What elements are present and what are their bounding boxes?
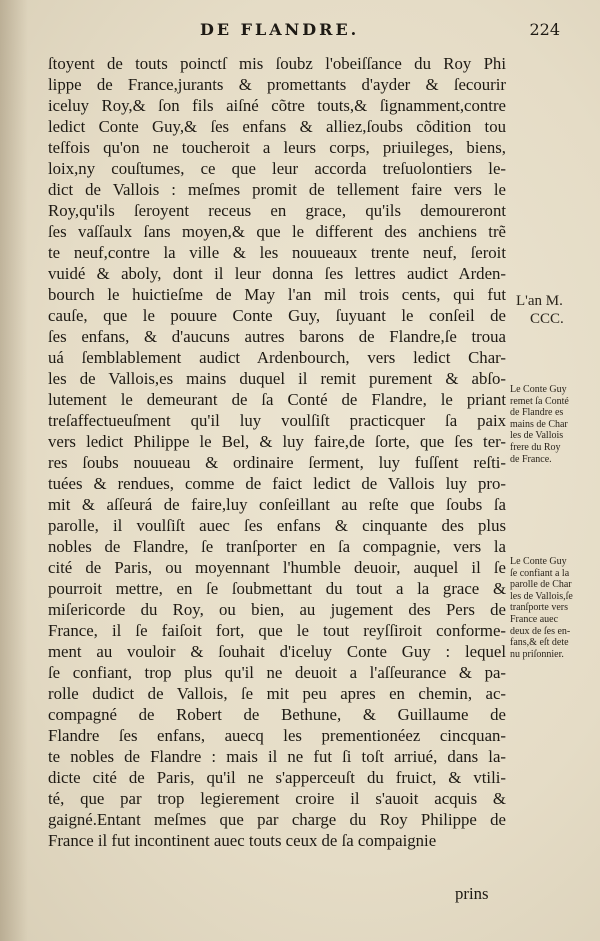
text-line: Flandre ſes enfans, auecq les prementionéez cincquan- bbox=[48, 726, 506, 745]
marginal-line: de France. bbox=[510, 453, 552, 465]
catchword: prins bbox=[455, 884, 489, 903]
text-line: dicte cité de Paris, qu'il ne s'apperceuſt du fruict, & vtili- bbox=[48, 768, 506, 787]
text-line: bourch le huictieſme de May l'an mil trois cents, qui fut bbox=[48, 285, 506, 304]
text-line: teſfois qu'on ne toucheroit a leurs corps, priuileges, biens, bbox=[48, 138, 506, 157]
page-header bbox=[200, 20, 560, 46]
text-line: les de Vallois,es mains duquel il remit purement & abſo- bbox=[48, 369, 506, 388]
gutter-shadow bbox=[0, 0, 28, 941]
marginal-line: de Flandre es bbox=[510, 407, 564, 419]
text-line: France, il ſe faiſoit fort, que le tout reyſſiroit conforme- bbox=[48, 621, 506, 640]
text-line: rolle dudict de Vallois, ſe mit peu apres en chemin, ac- bbox=[48, 684, 506, 703]
text-line: gaigné.Entant meſmes que par charge du Roy Philippe de bbox=[48, 810, 506, 829]
text-line: compagné de Robert de Bethune, & Guillaume de bbox=[48, 705, 506, 724]
marginal-note-remise bbox=[510, 384, 588, 465]
text-line: res ſoubs nouueau & ordinaire ſerment, luy fuſſent reſti- bbox=[48, 453, 506, 472]
marginal-line: CCC. bbox=[530, 311, 564, 327]
marginal-line: Le Conte Guy bbox=[510, 556, 567, 567]
text-line: France il fut incontinent auec touts ceux de ſa compaignie bbox=[48, 831, 437, 850]
text-line: uá ſemblablement audict Ardenbourch, vers ledict Char- bbox=[48, 348, 506, 367]
text-line: ſtoyent de touts poinctſ mis ſoubz l'obeiſſance du Roy Phi bbox=[48, 54, 506, 73]
marginal-line: Le Conte Guy bbox=[510, 384, 567, 395]
text-line: iceluy Roy,& ſon fils aiſné cõtre touts,& ſignamment,contre bbox=[48, 96, 506, 115]
text-line: Roy,qu'ils ſeroyent receus en grace, qu'ils demoureront bbox=[48, 201, 506, 220]
text-line: ſes enfans, & d'aucuns autres barons de Flandre,ſe troua bbox=[48, 327, 506, 346]
text-line: loix,ny couſtumes, ce que leur accorda treſuolontiers le- bbox=[48, 159, 506, 178]
marginal-line: deux de ſes en- bbox=[510, 625, 571, 637]
text-line: ledict Conte Guy,& ſes enfans & alliez,ſoubs cõdition tou bbox=[48, 117, 506, 136]
text-line: cité de Paris, ou moyennant l'humble deuoir, auquel il ſe bbox=[48, 558, 506, 577]
marginal-note-prisonnier bbox=[510, 556, 588, 660]
text-line: ſe confiant, trop plus qu'il ne deuoit a l'aſſeurance & pa- bbox=[48, 663, 506, 682]
marginal-line: tranſporte vers bbox=[510, 602, 569, 614]
text-line: te neuf,contre la ville & les nouueaux trente neuf, ſeroit bbox=[48, 243, 506, 262]
marginal-line: ſe confiant a la bbox=[510, 567, 570, 579]
text-line: nobles de Flandre, ſe tranſporter en ſa compagnie, vers la bbox=[48, 537, 506, 556]
text-line: tuées & rendues, comme de faict ledict de Vallois luy pro- bbox=[48, 474, 506, 493]
marginal-line: parolle de Char bbox=[510, 579, 572, 591]
text-line: mit & aſſeurá de faire,luy conſeillant au reſte que ſoubs ſa bbox=[48, 495, 506, 514]
text-line: cauſe, que le pouure Conte Guy, ſuyuant le conſeil de bbox=[48, 306, 506, 325]
text-line: treſaffectueuſment qu'il luy voulſiſt practicquer ſa paix bbox=[48, 411, 506, 430]
marginal-line: les de Vallois,ſe bbox=[510, 590, 573, 602]
text-line: vuidé & aboly, dont il leur donna ſes lettres audict Arden- bbox=[48, 264, 506, 283]
text-line: lutement le demeurant de ſa Conté de Flandre, le priant bbox=[48, 390, 506, 409]
text-line: miſericorde du Roy, ou bien, au jugement des Pers de bbox=[48, 600, 506, 619]
text-line: vers ledict Philippe le Bel, & luy faire,de ſorte, que ſes ter- bbox=[48, 432, 506, 451]
marginal-line: nu priſonnier. bbox=[510, 648, 564, 660]
marginal-line: L'an M. bbox=[516, 293, 563, 309]
running-head: DE FLANDRE. bbox=[200, 20, 360, 39]
marginal-line: fans,& eſt dete bbox=[510, 637, 569, 649]
marginal-note-year bbox=[516, 292, 594, 328]
marginal-line: remet ſa Conté bbox=[510, 395, 569, 407]
text-line: ment au vouloir & ſouhait d'iceluy Conte Guy : lequel bbox=[48, 642, 506, 661]
text-line: pourroit mettre, en ſe ſoubmettant du tout a la grace & bbox=[48, 579, 506, 598]
marginal-line: frere du Roy bbox=[510, 441, 561, 453]
marginal-line: mains de Char bbox=[510, 418, 568, 430]
text-line: té, que par trop legierement croire il s'auoit acquis & bbox=[48, 789, 506, 808]
page-number: 224 bbox=[529, 20, 560, 39]
text-line: dict de Vallois : meſmes promit de tellement faire vers le bbox=[48, 180, 506, 199]
body-text bbox=[48, 53, 506, 851]
marginal-line: les de Vallois bbox=[510, 430, 564, 442]
marginal-line: France auec bbox=[510, 613, 559, 625]
text-line: ſes vaſſaulx ſans moyen,& que le different des anchiens trẽ bbox=[48, 222, 506, 241]
text-line: lippe de France,jurants & promettants d'ayder & ſecourir bbox=[48, 75, 506, 94]
text-line: te nobles de Flandre : mais il ne fut ſi toſt arriué, dans la- bbox=[48, 747, 506, 766]
text-line: parolle, il voulſiſt auec ſes enfans & cinquante des plus bbox=[48, 516, 506, 535]
